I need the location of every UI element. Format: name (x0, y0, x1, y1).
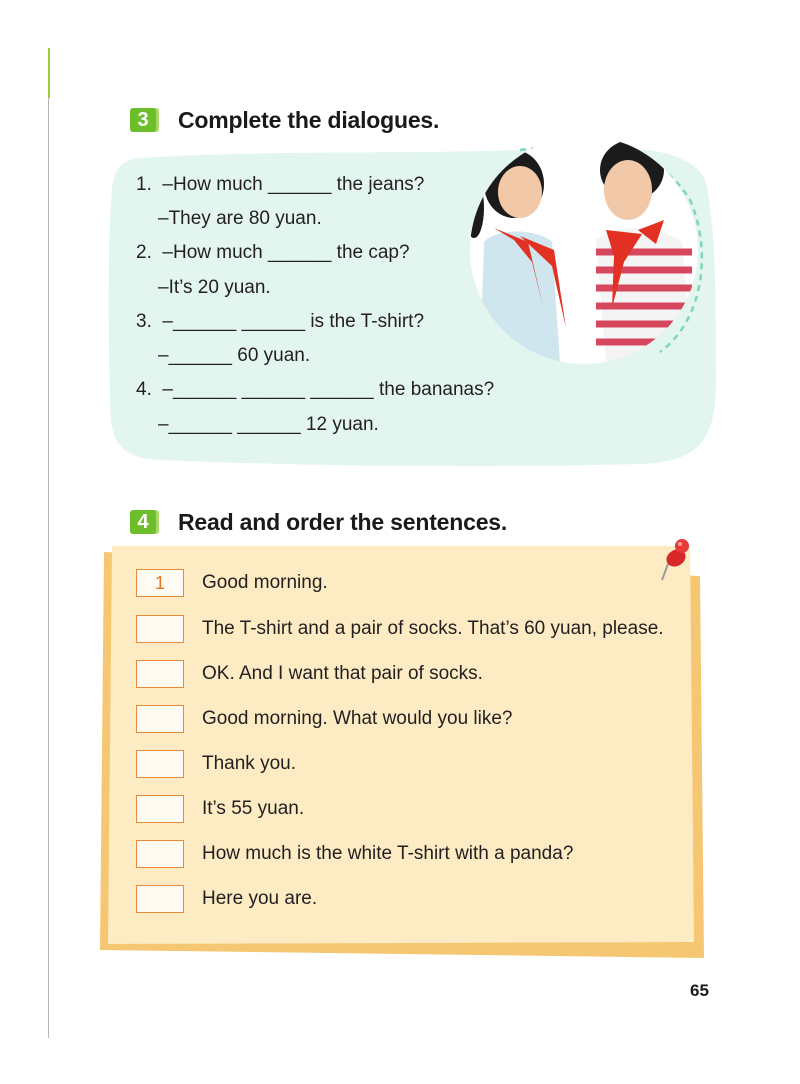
sentence-7: How much is the white T-shirt with a panda? (202, 843, 574, 864)
dialogue-line-8: –______ ______ 12 yuan. (158, 414, 379, 435)
order-box-8[interactable] (136, 885, 184, 913)
order-box-5[interactable] (136, 750, 184, 778)
page-number: 65 (690, 981, 709, 1000)
sentence-8: Here you are. (202, 888, 318, 909)
dialogue-line-4: –It’s 20 yuan. (158, 277, 271, 298)
sentence-6: It’s 55 yuan. (202, 798, 305, 819)
children-photo (456, 132, 702, 364)
section-4-title: Read and order the sentences. (178, 509, 508, 535)
order-box-2[interactable] (136, 615, 184, 643)
dialogue-line-3: 2. –How much ______ the cap? (136, 242, 410, 263)
push-pin-icon (654, 536, 694, 586)
order-box-6[interactable] (136, 795, 184, 823)
dialogue-line-6: –______ 60 yuan. (158, 345, 311, 366)
section-3-title: Complete the dialogues. (178, 107, 440, 133)
dialogue-line-7: 4. –______ ______ ______ the bananas? (136, 379, 495, 400)
sentence-3: OK. And I want that pair of socks. (202, 663, 483, 684)
order-box-7[interactable] (136, 840, 184, 868)
sentence-5: Thank you. (202, 753, 296, 774)
sentence-note-background (100, 546, 704, 958)
order-box-1[interactable]: 1 (136, 569, 184, 597)
dialogue-line-1: 1. –How much ______ the jeans? (136, 174, 425, 195)
sentence-2: The T-shirt and a pair of socks. That’s 60 yuan, please. (202, 618, 664, 639)
order-box-4[interactable] (136, 705, 184, 733)
dialogue-line-2: –They are 80 yuan. (158, 208, 322, 229)
section-3-badge: 3 (130, 108, 156, 132)
order-box-3[interactable] (136, 660, 184, 688)
dialogue-line-5: 3. –______ ______ is the T-shirt? (136, 311, 425, 332)
sentence-1: Good morning. (202, 572, 328, 593)
section-4-badge: 4 (130, 510, 156, 534)
sentence-4: Good morning. What would you like? (202, 708, 513, 729)
